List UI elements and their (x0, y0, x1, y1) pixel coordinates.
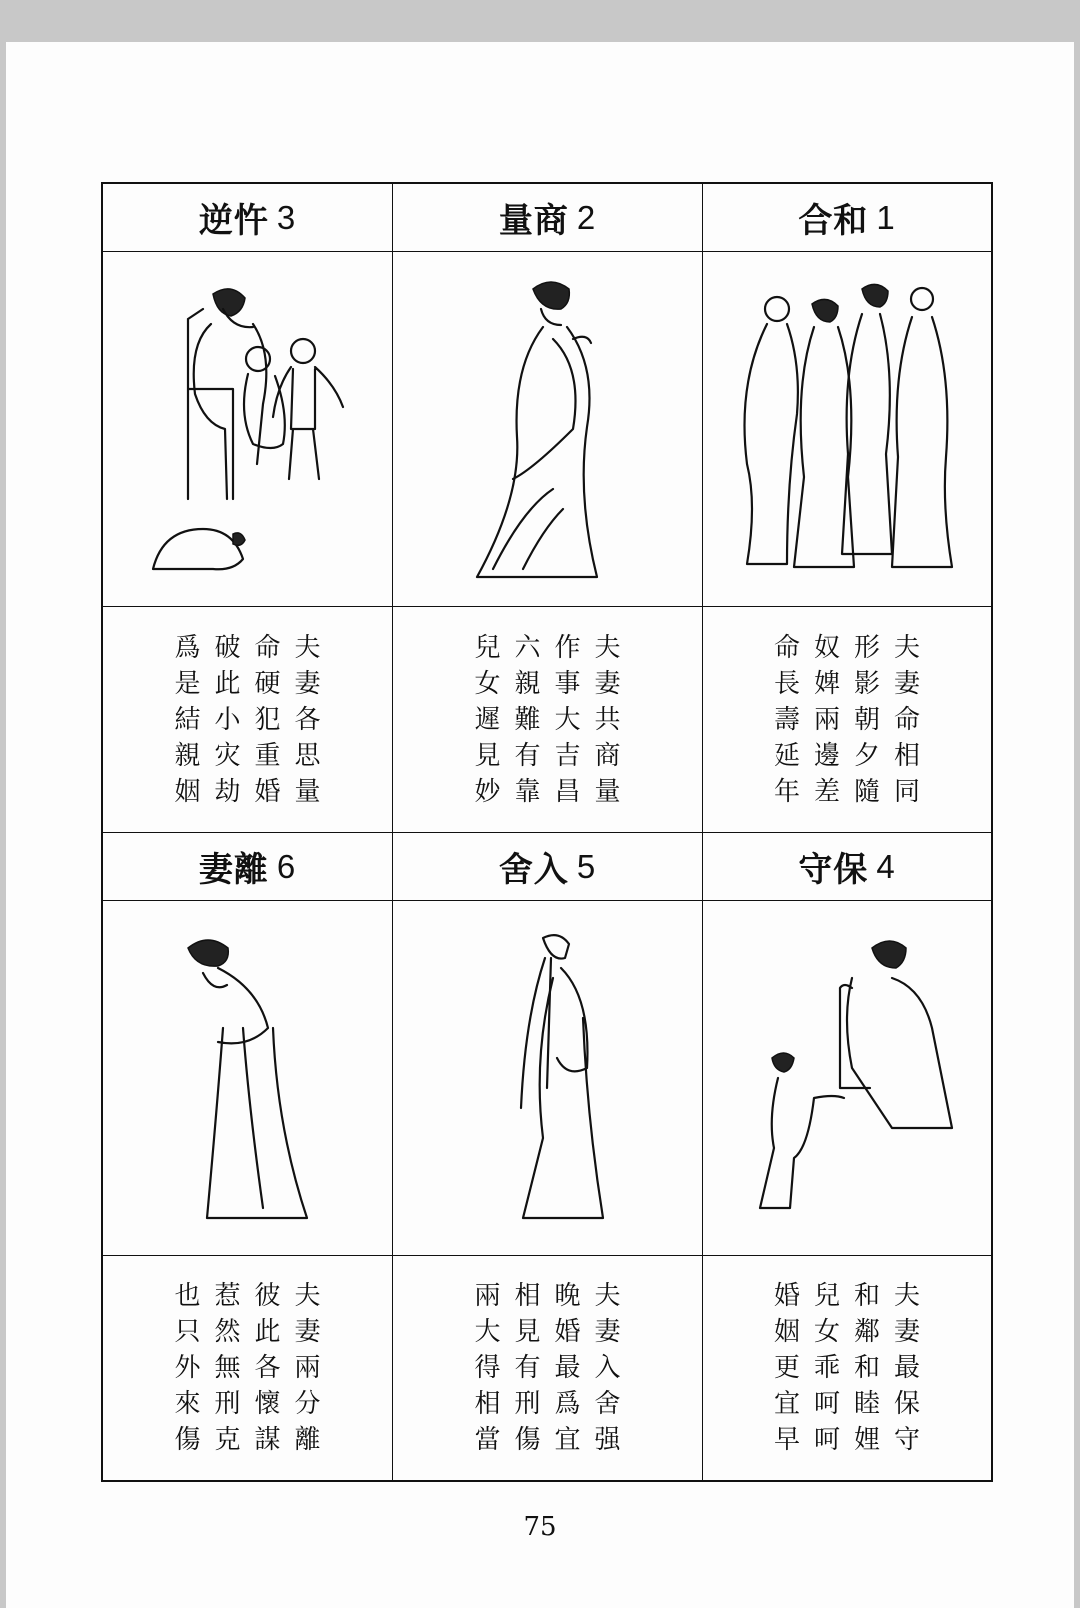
verse-6 (103, 1256, 393, 1480)
verse-column (894, 1278, 920, 1458)
verse-column (854, 1278, 880, 1458)
verse-char: 作 (554, 632, 581, 663)
verse-char: 得 (474, 1353, 501, 1383)
verse-char: 呵 (813, 1425, 840, 1455)
panel-title-3 (103, 184, 393, 252)
verse-column (214, 630, 240, 810)
illustration-lady-standing (393, 252, 703, 607)
verse-char: 兩 (294, 1353, 321, 1383)
verse-char: 命 (773, 632, 800, 663)
verse-char: 離 (294, 1425, 321, 1455)
verse-char: 各 (294, 704, 321, 735)
verse-column (255, 1278, 281, 1458)
verse-char: 呵 (813, 1389, 840, 1419)
verse-char: 兒 (474, 632, 501, 663)
verse-char: 兩 (474, 1281, 501, 1311)
verse-column (555, 630, 581, 810)
verse-char: 妙 (474, 776, 501, 807)
verse-char: 事 (554, 668, 581, 699)
verse-char: 婚 (773, 1281, 800, 1311)
verse-char: 差 (813, 776, 840, 807)
title-number: 5 (576, 847, 597, 885)
verse-char: 邊 (813, 740, 840, 771)
verse-char: 外 (174, 1353, 201, 1383)
verse-char: 破 (214, 632, 241, 663)
title-number: 2 (576, 198, 597, 236)
verse-char: 分 (294, 1389, 321, 1419)
verse-char: 遲 (474, 704, 501, 735)
page-number: 75 (523, 1512, 557, 1542)
lady-bowing-drawing (133, 918, 363, 1238)
book-page (6, 42, 1074, 1608)
verse-char: 爲 (174, 632, 201, 663)
verse-char: 同 (894, 776, 921, 807)
verse-char: 灾 (214, 740, 241, 771)
verse-char: 此 (214, 668, 241, 699)
verse-char: 此 (254, 1317, 281, 1347)
verse-char: 妻 (594, 1317, 621, 1347)
verse-char: 奴 (813, 632, 840, 663)
verse-char: 妻 (294, 668, 321, 699)
verse-char: 各 (254, 1353, 281, 1383)
panel-title-5 (393, 833, 703, 901)
verse-char: 見 (514, 1317, 541, 1347)
illustration-lady-with-child (703, 901, 991, 1256)
verse-char: 最 (554, 1353, 581, 1383)
verse-char: 傷 (174, 1425, 201, 1455)
illustration-figure-standing (393, 901, 703, 1256)
verse-char: 只 (174, 1317, 201, 1347)
verse-char: 刑 (514, 1389, 541, 1419)
verse-char: 妻 (294, 1317, 321, 1347)
verse-column (814, 1278, 840, 1458)
verse-char: 夫 (294, 1281, 321, 1311)
verse-char: 更 (773, 1353, 800, 1383)
verse-2 (393, 607, 703, 833)
verse-char: 守 (894, 1425, 921, 1455)
verse-char: 壽 (773, 704, 800, 735)
verse-char: 兒 (813, 1281, 840, 1311)
verse-char: 犯 (254, 704, 281, 735)
verse-char: 乖 (813, 1353, 840, 1383)
verse-char: 相 (894, 740, 921, 771)
verse-char: 小 (214, 704, 241, 735)
verse-char: 傷 (514, 1425, 541, 1455)
verse-char: 長 (773, 668, 800, 699)
verse-char: 有 (514, 740, 541, 771)
verse-char: 保 (894, 1389, 921, 1419)
verse-column (595, 630, 621, 810)
verse-char: 隨 (854, 776, 881, 807)
verse-char: 是 (174, 668, 201, 699)
verse-char: 然 (214, 1317, 241, 1347)
verse-char: 難 (514, 704, 541, 735)
verse-char: 量 (294, 776, 321, 807)
verse-char: 夕 (854, 740, 881, 771)
title-text: 舍入 (498, 850, 569, 890)
illustration-four-ladies (703, 252, 991, 607)
verse-char: 形 (854, 632, 881, 663)
verse-char: 無 (214, 1353, 241, 1383)
verse-column (295, 1278, 321, 1458)
verse-char: 宜 (554, 1425, 581, 1455)
verse-char: 吉 (554, 740, 581, 771)
verse-char: 舍 (594, 1389, 621, 1419)
verse-column (174, 630, 200, 810)
title-text: 量商 (498, 201, 569, 241)
verse-char: 硬 (254, 668, 281, 699)
title-text: 逆忤 (198, 201, 269, 241)
verse-char: 娌 (854, 1425, 881, 1455)
title-text: 妻離 (198, 850, 269, 890)
verse-char: 相 (514, 1281, 541, 1311)
verse-char: 昌 (554, 776, 581, 807)
verse-char: 夫 (294, 632, 321, 663)
verse-char: 朝 (854, 704, 881, 735)
verse-char: 刑 (214, 1389, 241, 1419)
verse-char: 見 (474, 740, 501, 771)
verse-char: 克 (214, 1425, 241, 1455)
verse-char: 劫 (214, 776, 241, 807)
verse-char: 婚 (254, 776, 281, 807)
verse-column (814, 630, 840, 810)
verse-char: 有 (514, 1353, 541, 1383)
illustration-lady-bowing (103, 901, 393, 1256)
verse-char: 共 (594, 704, 621, 735)
verse-char: 妻 (894, 668, 921, 699)
verse-char: 妻 (894, 1317, 921, 1347)
panel-title-4 (703, 833, 991, 901)
verse-char: 也 (174, 1281, 201, 1311)
verse-char: 鄰 (854, 1317, 881, 1347)
verse-column (854, 630, 880, 810)
verse-char: 六 (514, 632, 541, 663)
title-number: 3 (276, 198, 297, 236)
verse-column (555, 1278, 581, 1458)
illustration-elder-with-children (103, 252, 393, 607)
verse-char: 最 (894, 1353, 921, 1383)
elder-children-drawing (133, 269, 363, 589)
verse-char: 姻 (773, 1317, 800, 1347)
verse-char: 睦 (854, 1389, 881, 1419)
verse-column (514, 630, 540, 810)
verse-char: 商 (594, 740, 621, 771)
panel-title-6 (103, 833, 393, 901)
verse-char: 親 (514, 668, 541, 699)
fortune-table (101, 182, 993, 1482)
verse-column (474, 1278, 500, 1458)
verse-char: 强 (594, 1425, 621, 1455)
verse-char: 婢 (813, 668, 840, 699)
verse-char: 靠 (514, 776, 541, 807)
verse-char: 命 (894, 704, 921, 735)
verse-column (514, 1278, 540, 1458)
verse-char: 當 (474, 1425, 501, 1455)
verse-char: 結 (174, 704, 201, 735)
verse-char: 晚 (554, 1281, 581, 1311)
verse-char: 宜 (773, 1389, 800, 1419)
verse-char: 女 (474, 668, 501, 699)
verse-char: 妻 (594, 668, 621, 699)
verse-char: 惹 (214, 1281, 241, 1311)
verse-column (174, 1278, 200, 1458)
verse-char: 懷 (254, 1389, 281, 1419)
verse-char: 女 (813, 1317, 840, 1347)
verse-char: 夫 (594, 1281, 621, 1311)
verse-column (474, 630, 500, 810)
lady-child-drawing (732, 918, 962, 1238)
verse-char: 來 (174, 1389, 201, 1419)
verse-char: 延 (773, 740, 800, 771)
verse-char: 大 (474, 1317, 501, 1347)
four-ladies-drawing (732, 269, 962, 589)
verse-char: 大 (554, 704, 581, 735)
verse-4 (703, 1256, 991, 1480)
verse-char: 思 (294, 740, 321, 771)
panel-title-1 (703, 184, 991, 252)
figure-standing-drawing (433, 918, 663, 1238)
verse-char: 影 (854, 668, 881, 699)
verse-column (894, 630, 920, 810)
verse-char: 和 (854, 1353, 881, 1383)
verse-char: 入 (594, 1353, 621, 1383)
verse-3 (103, 607, 393, 833)
verse-column (214, 1278, 240, 1458)
title-number: 4 (876, 847, 896, 885)
verse-char: 相 (474, 1389, 501, 1419)
verse-column (774, 1278, 800, 1458)
verse-char: 爲 (554, 1389, 581, 1419)
title-text: 守保 (798, 850, 869, 890)
panel-title-2 (393, 184, 703, 252)
verse-char: 命 (254, 632, 281, 663)
verse-char: 夫 (894, 1281, 921, 1311)
title-text: 合和 (798, 201, 869, 241)
lady-standing-drawing (433, 269, 663, 589)
verse-1 (703, 607, 991, 833)
verse-char: 婚 (554, 1317, 581, 1347)
verse-column (774, 630, 800, 810)
verse-column (595, 1278, 621, 1458)
verse-char: 量 (594, 776, 621, 807)
verse-char: 年 (773, 776, 800, 807)
verse-char: 親 (174, 740, 201, 771)
verse-column (255, 630, 281, 810)
verse-5 (393, 1256, 703, 1480)
verse-char: 兩 (813, 704, 840, 735)
verse-char: 謀 (254, 1425, 281, 1455)
verse-char: 夫 (594, 632, 621, 663)
verse-char: 夫 (894, 632, 921, 663)
verse-char: 彼 (254, 1281, 281, 1311)
verse-char: 和 (854, 1281, 881, 1311)
verse-char: 姻 (174, 776, 201, 807)
title-number: 1 (876, 198, 896, 236)
verse-column (295, 630, 321, 810)
title-number: 6 (276, 847, 297, 885)
verse-char: 早 (773, 1425, 800, 1455)
verse-char: 重 (254, 740, 281, 771)
